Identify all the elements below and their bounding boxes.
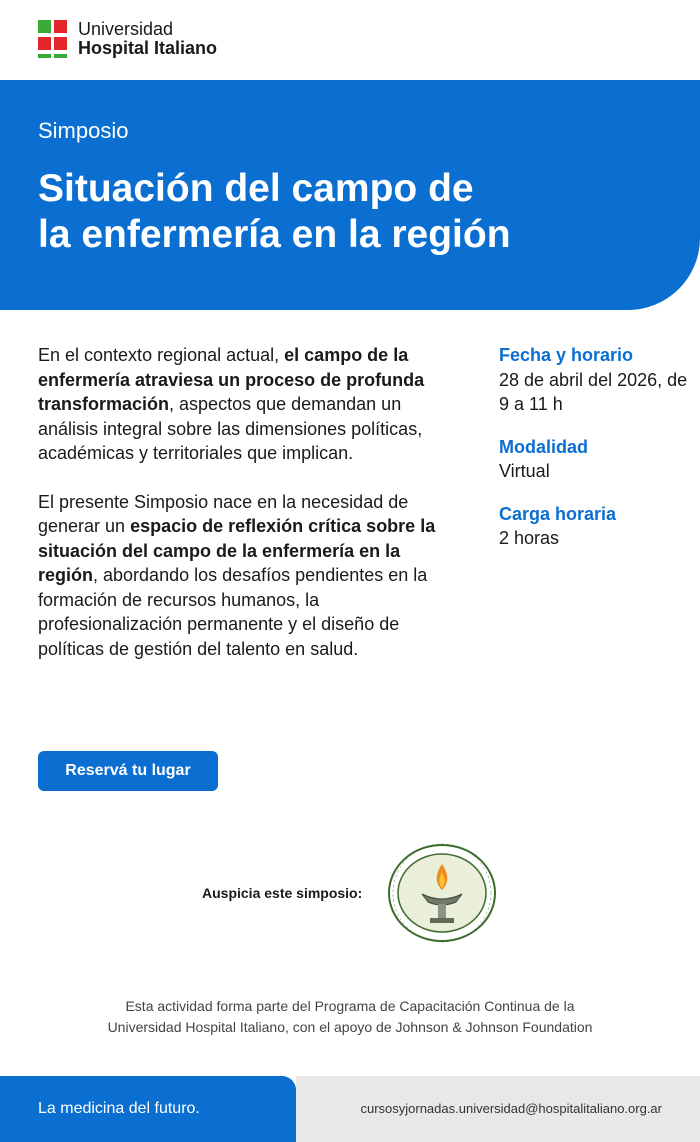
date-block	[499, 343, 689, 417]
contact-email-link[interactable]: cursosyjornadas.universidad@hospitalitaliano.org.ar	[360, 1101, 662, 1116]
mode-value: Virtual	[499, 461, 550, 481]
footer-slogan: La medicina del futuro.	[38, 1100, 200, 1117]
university-logo[interactable]	[38, 20, 217, 58]
sponsor-label: Auspicia este simposio:	[202, 885, 363, 901]
event-details	[499, 343, 689, 569]
mode-block	[499, 435, 689, 484]
load-block	[499, 502, 689, 551]
hero-banner	[0, 80, 700, 310]
note-line-2: Universidad Hospital Italiano, con el apoyo de Johnson & Johnson Foundation	[107, 1019, 593, 1035]
mode-label: Modalidad	[499, 436, 588, 457]
program-note	[0, 996, 700, 1038]
date-label: Fecha y horario	[499, 345, 634, 365]
event-description	[38, 343, 438, 685]
logo-line-1: Universidad	[78, 19, 174, 39]
logo-line-2: Hospital Italiano	[78, 38, 218, 58]
title-line-1: Situación del campo de	[38, 167, 474, 210]
footer-slogan-panel	[0, 1076, 296, 1142]
paragraph-1: En el contexto regional actual, el campo de la enfermería atraviesa un proceso de profunda transformación, aspectos que demandan un análisis integral sobre las dimensiones políticas, académicas y territoriales que implican.	[38, 345, 425, 463]
title-line-2: la enfermería en la región	[38, 213, 511, 256]
reserve-button[interactable]: Reservá tu lugar	[38, 751, 218, 791]
event-title	[38, 166, 658, 258]
date-value: 28 de abril del 2026, de 9 a 11 h	[499, 369, 688, 414]
header-bar	[0, 0, 700, 80]
cross-logo-icon	[38, 20, 70, 58]
note-line-1: Esta actividad forma parte del Programa de Capacitación Continua de la	[125, 998, 575, 1014]
load-value: 2 horas	[499, 528, 560, 548]
sponsor-seal-icon	[386, 842, 498, 944]
load-label: Carga horaria	[499, 503, 617, 524]
paragraph-2: El presente Simposio nace en la necesidad de generar un espacio de reflexión crítica sobre la situación del campo de la enfermería en la región, abordando los desafíos pendientes en la formación de recursos humanos, la profesionalización permanente y el diseño de políticas de gestión del talento en salud.	[38, 491, 436, 659]
event-type: Simposio	[38, 118, 129, 143]
footer-contact-panel	[296, 1076, 700, 1142]
